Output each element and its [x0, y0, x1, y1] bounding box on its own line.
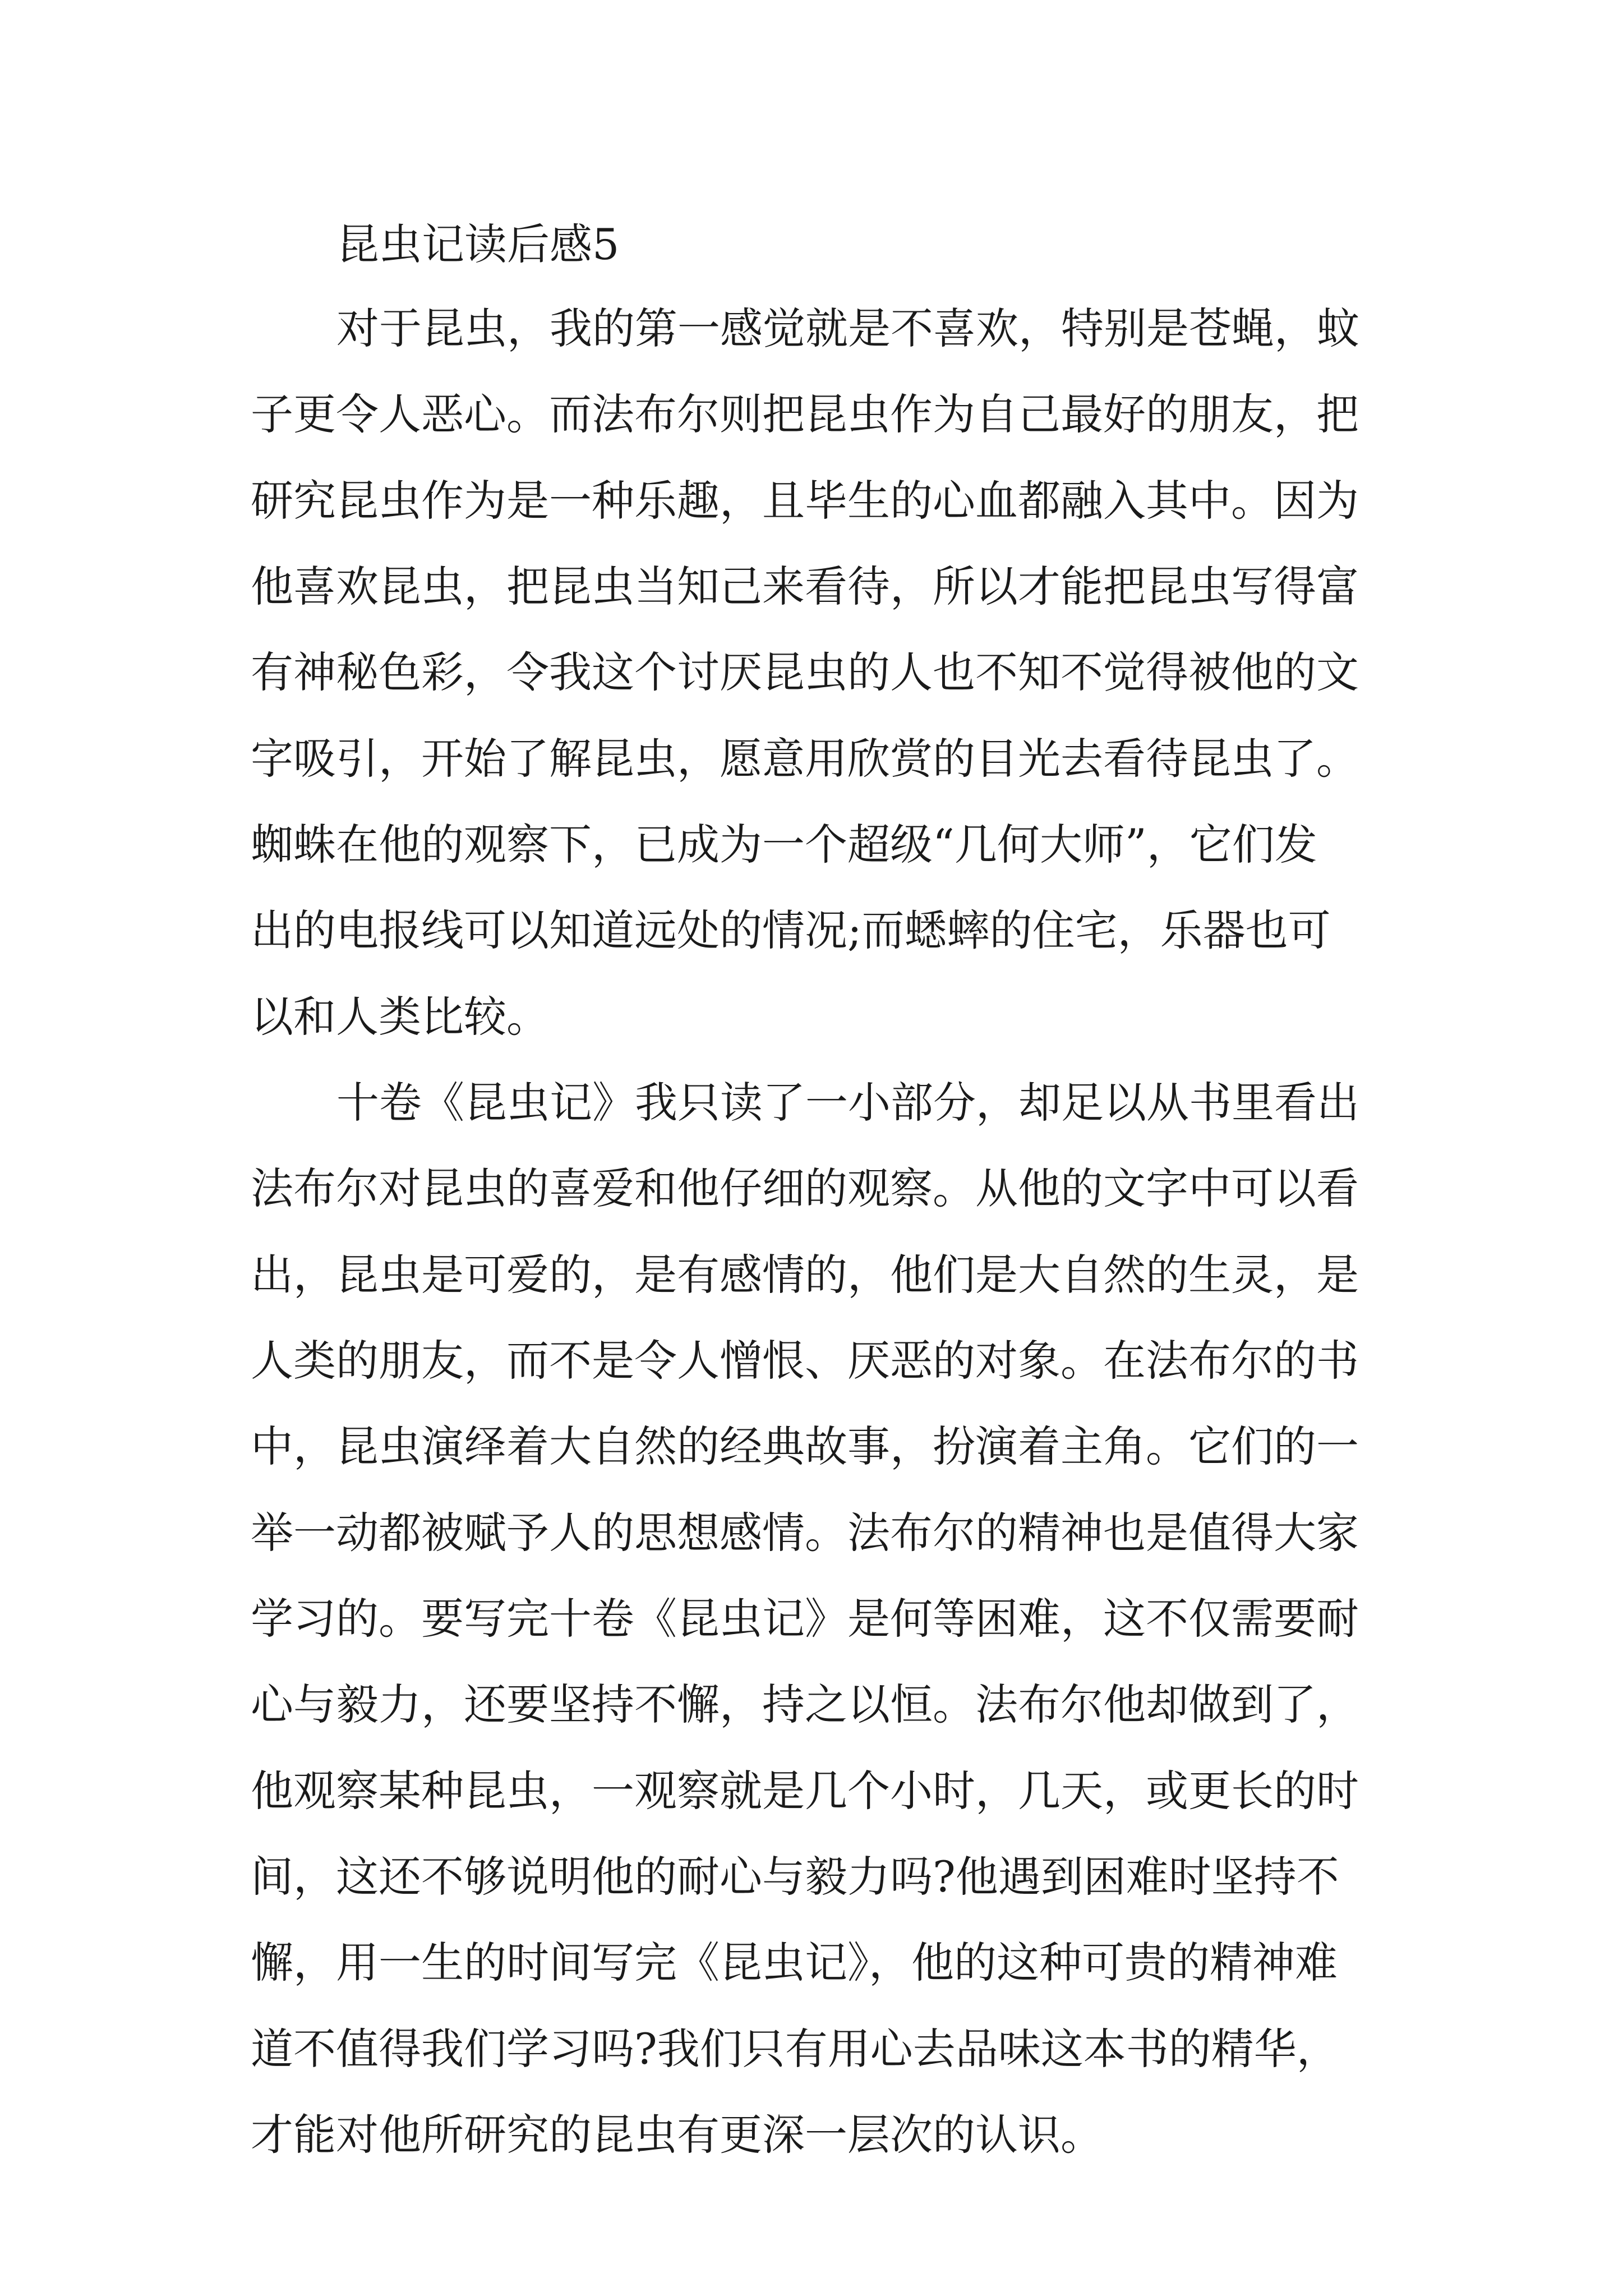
paragraph-1-line: 他喜欢昆虫，把昆虫当知己来看待，所以才能把昆虫写得富 [251, 562, 1359, 611]
paragraph-2-line: 出，昆虫是可爱的，是有感情的，他们是大自然的生灵，是 [251, 1250, 1359, 1300]
paragraph-2-line: 道不值得我们学习吗?我们只有用心去品味这本书的精华， [251, 2024, 1339, 2074]
paragraph-1-line: 子更令人恶心。而法布尔则把昆虫作为自己最好的朋友，把 [251, 389, 1359, 439]
paragraph-1-line: 蜘蛛在他的观察下，已成为一个超级“几何大师”，它们发 [251, 820, 1317, 869]
paragraph-2-line: 心与毅力，还要坚持不懈，持之以恒。法布尔他却做到了， [251, 1680, 1359, 1729]
paragraph-2-line: 中，昆虫演绎着大自然的经典故事，扮演着主角。它们的一 [251, 1421, 1359, 1471]
paragraph-2-line: 十卷《昆虫记》我只读了一小部分，却足以从书里看出 [336, 1078, 1359, 1128]
paragraph-2-line: 间，这还不够说明他的耐心与毅力吗?他遇到困难时坚持不 [251, 1852, 1339, 1902]
paragraph-1-line: 以和人类比较。 [251, 992, 549, 1042]
paragraph-2-line: 他观察某种昆虫，一观察就是几个小时，几天，或更长的时 [251, 1766, 1359, 1816]
paragraph-1-line: 对于昆虫，我的第一感觉就是不喜欢，特别是苍蝇，蚊 [336, 303, 1359, 353]
paragraph-2-line: 法布尔对昆虫的喜爱和他仔细的观察。从他的文字中可以看 [251, 1163, 1359, 1213]
paragraph-1-line: 字吸引，开始了解昆虫，愿意用欣赏的目光去看待昆虫了。 [251, 734, 1359, 784]
paragraph-2-line: 举一动都被赋予人的思想感情。法布尔的精神也是值得大家 [251, 1508, 1359, 1558]
paragraph-1-line: 有神秘色彩，令我这个讨厌昆虫的人也不知不觉得被他的文 [251, 647, 1359, 697]
document-title: 昆虫记读后感5 [336, 219, 620, 269]
paragraph-2-line: 人类的朋友，而不是令人憎恨、厌恶的对象。在法布尔的书 [251, 1336, 1359, 1386]
paragraph-2-line: 懈，用一生的时间写完《昆虫记》，他的这种可贵的精神难 [251, 1938, 1338, 1987]
paragraph-2-line: 学习的。要写完十卷《昆虫记》是何等困难，这不仅需要耐 [251, 1594, 1359, 1644]
paragraph-1-line: 出的电报线可以知道远处的情况;而蟋蟀的住宅，乐器也可 [251, 905, 1331, 955]
paragraph-1-line: 研究昆虫作为是一种乐趣，且毕生的心血都融入其中。因为 [251, 476, 1359, 526]
paragraph-2-line: 才能对他所研究的昆虫有更深一层次的认识。 [251, 2110, 1103, 2160]
